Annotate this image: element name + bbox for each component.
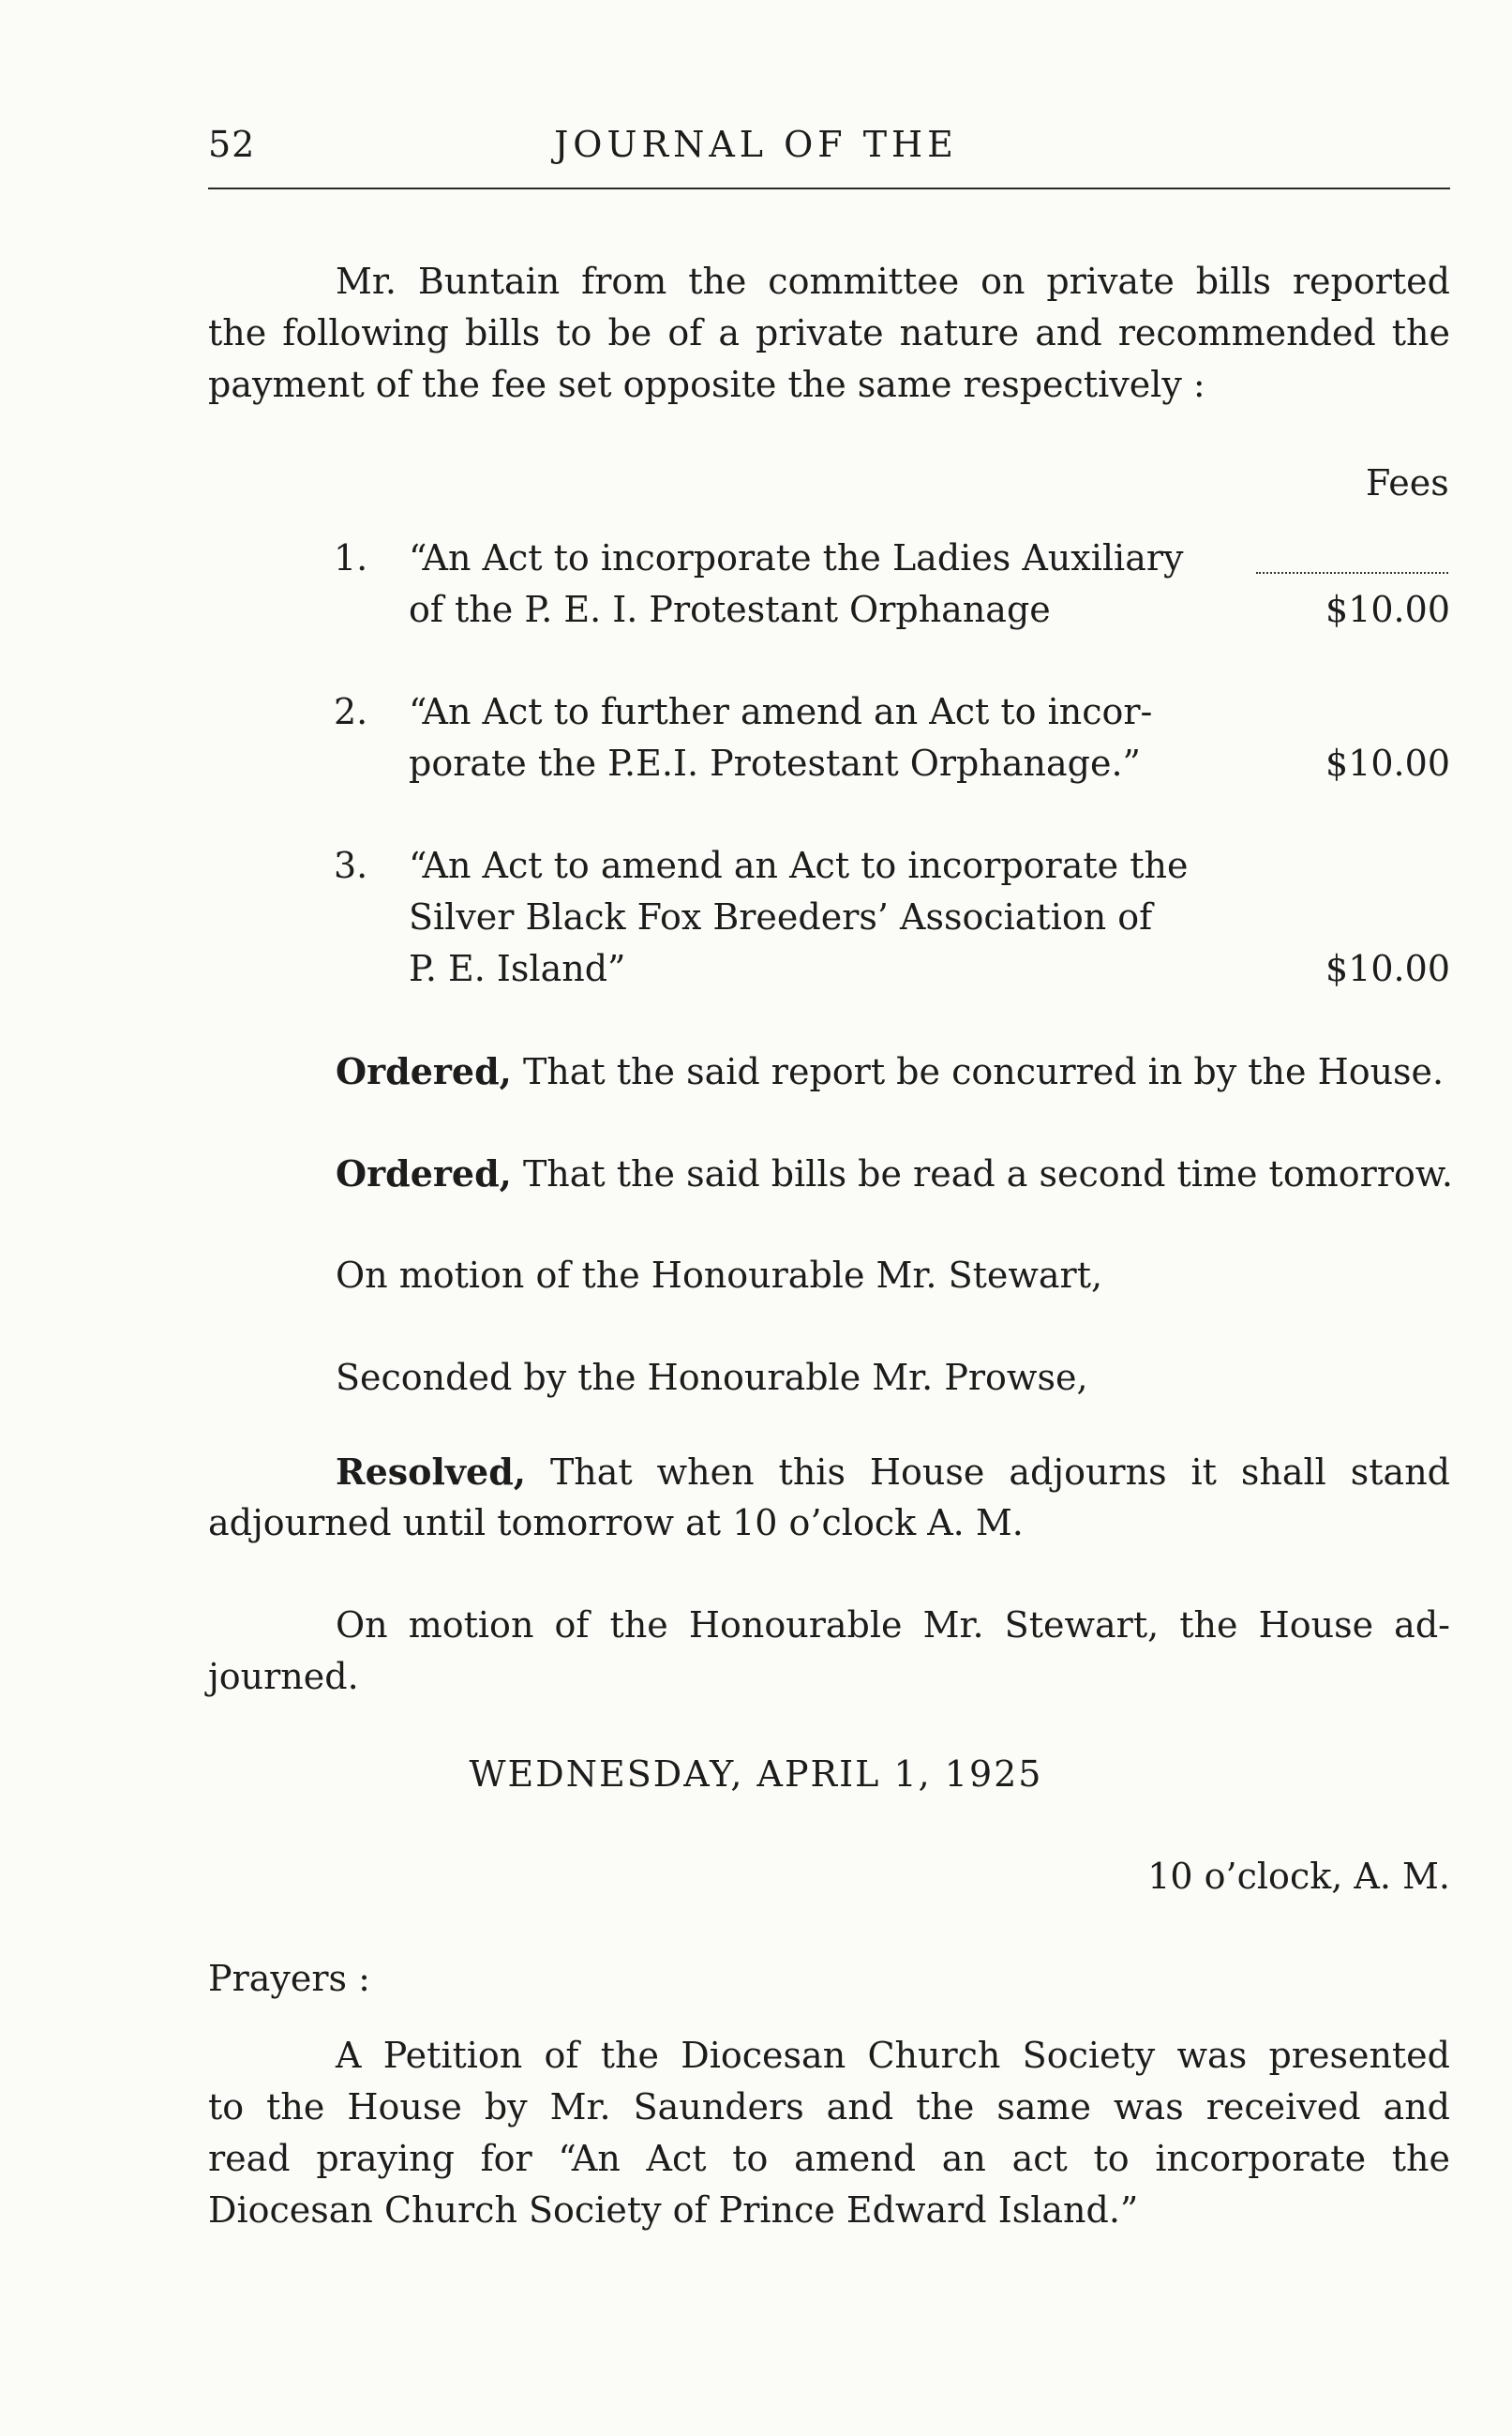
header-rule <box>208 188 1450 189</box>
ordered-text: That the said report be concurred in by the House. <box>511 1051 1445 1092</box>
date-heading: WEDNESDAY, APRIL 1, 1925 <box>469 1753 1043 1795</box>
fees-heading: Fees <box>1366 462 1449 504</box>
bill-3-number: 3. <box>334 845 368 886</box>
report-line-2: the following bills to be of a private nature and recommended the <box>208 312 1450 353</box>
ordered-report-concurred <box>336 1050 1444 1092</box>
bill-1-line-1: “An Act to incorporate the Ladies Auxiliary <box>409 537 1184 579</box>
report-line-1: Mr. Buntain from the committee on private bills reported <box>336 261 1450 302</box>
resolved-line-1 <box>336 1451 1450 1493</box>
bill-2-line-2: porate the P.E.I. Protestant Orphanage.” <box>409 743 1141 784</box>
petition-line-1: A Petition of the Diocesan Church Society was presented <box>336 2035 1450 2076</box>
ordered-text: That the said bills be read a second time tomorrow. <box>511 1153 1453 1195</box>
bill-3-fee: $10.00 <box>1325 948 1450 989</box>
resolved-label: Resolved, <box>336 1451 526 1493</box>
bill-2-line-1: “An Act to further amend an Act to incor- <box>409 691 1153 732</box>
ordered-label: Ordered, <box>336 1152 512 1195</box>
running-header: JOURNAL OF THE <box>554 124 958 165</box>
bill-1-leader-dots <box>1256 572 1448 574</box>
bill-2-fee: $10.00 <box>1325 743 1450 784</box>
ordered-second-reading <box>336 1152 1453 1195</box>
bill-3-line-1: “An Act to amend an Act to incorporate the <box>409 845 1189 886</box>
bill-3-line-2: Silver Black Fox Breeders’ Association of <box>409 896 1153 938</box>
bill-2-number: 2. <box>334 691 368 732</box>
bill-1-fee: $10.00 <box>1325 589 1450 630</box>
petition-line-3: read praying for “An Act to amend an act to incorporate the <box>208 2138 1450 2179</box>
resolved-text: That when this House adjourns it shall stand <box>526 1451 1450 1493</box>
bill-1-number: 1. <box>334 537 368 579</box>
ordered-label: Ordered, <box>336 1050 512 1092</box>
adjourn-line-2: journed. <box>208 1656 359 1697</box>
page-number: 52 <box>208 124 256 165</box>
petition-line-4: Diocesan Church Society of Prince Edward Island.” <box>208 2189 1139 2231</box>
report-line-3: payment of the fee set opposite the same respectively : <box>208 364 1205 405</box>
motion-stewart: On motion of the Honourable Mr. Stewart, <box>336 1255 1103 1296</box>
prayers: Prayers : <box>208 1958 370 1999</box>
petition-line-2: to the House by Mr. Saunders and the same was received and <box>208 2086 1450 2128</box>
bill-1-line-2: of the P. E. I. Protestant Orphanage <box>409 589 1051 630</box>
resolved-line-2: adjourned until tomorrow at 10 o’clock A. M. <box>208 1502 1024 1543</box>
sitting-time: 10 o’clock, A. M. <box>1147 1856 1450 1897</box>
seconded-prowse: Seconded by the Honourable Mr. Prowse, <box>336 1357 1088 1398</box>
adjourn-line-1: On motion of the Honourable Mr. Stewart, the House ad- <box>336 1604 1450 1646</box>
bill-3-line-3: P. E. Island” <box>409 948 626 989</box>
